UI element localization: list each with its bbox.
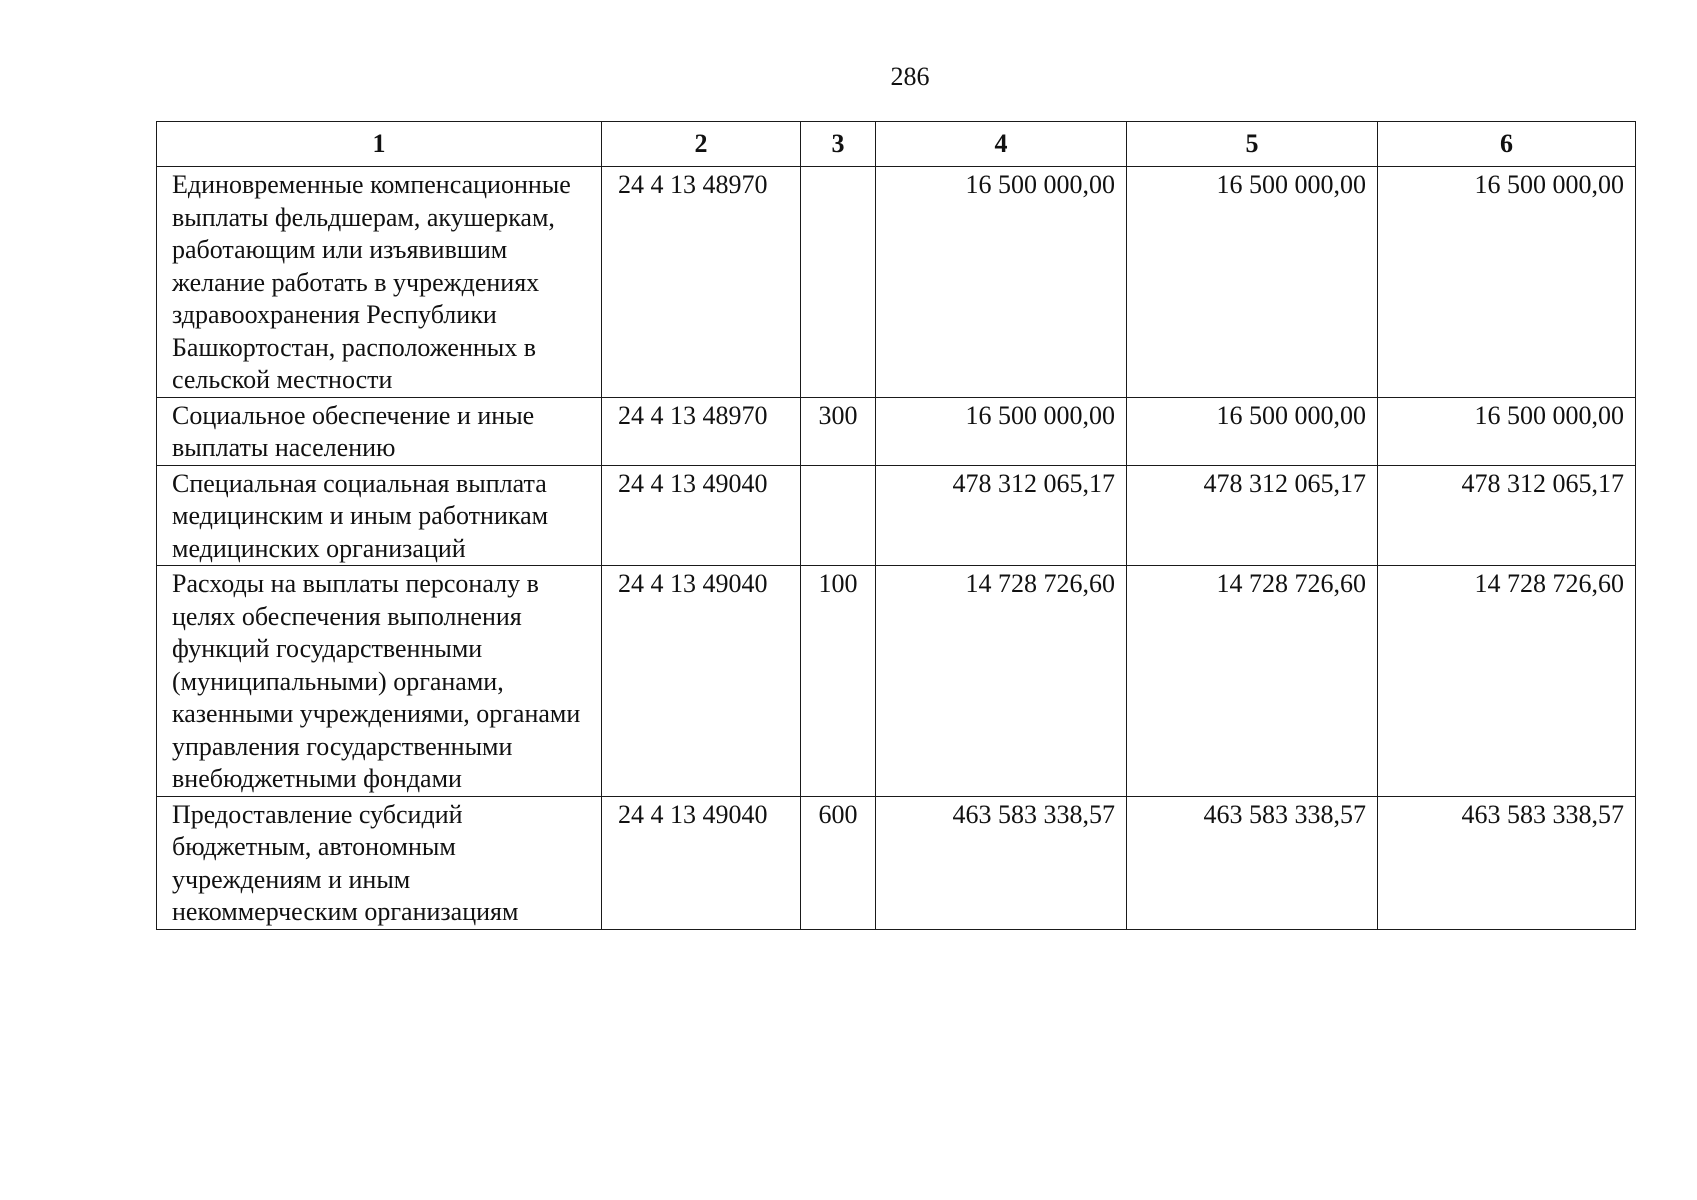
row-name: Расходы на выплаты персоналу в целях обеспечения выполнения функций государственными (муниципальными) органами, казенными учреждениями, органами управления государственными внебюджетными фондами xyxy=(157,566,602,797)
column-header-6: 6 xyxy=(1378,122,1636,167)
row-name: Социальное обеспечение и иные выплаты населению xyxy=(157,397,602,465)
row-amount-col5: 16 500 000,00 xyxy=(1127,397,1378,465)
row-target-code: 24 4 13 48970 xyxy=(602,167,801,398)
column-header-1: 1 xyxy=(157,122,602,167)
row-target-code: 24 4 13 48970 xyxy=(602,397,801,465)
table-row xyxy=(157,397,1636,465)
row-name: Специальная социальная выплата медицинским и иным работникам медицинских организаций xyxy=(157,465,602,566)
column-header-4: 4 xyxy=(876,122,1127,167)
row-amount-col4: 14 728 726,60 xyxy=(876,566,1127,797)
row-amount-col5: 478 312 065,17 xyxy=(1127,465,1378,566)
header-row xyxy=(157,122,1636,167)
row-amount-col4: 478 312 065,17 xyxy=(876,465,1127,566)
row-amount-col4: 16 500 000,00 xyxy=(876,397,1127,465)
row-amount-col6: 463 583 338,57 xyxy=(1378,796,1636,929)
table-row xyxy=(157,566,1636,797)
row-amount-col6: 478 312 065,17 xyxy=(1378,465,1636,566)
row-amount-col5: 16 500 000,00 xyxy=(1127,167,1378,398)
table-row xyxy=(157,796,1636,929)
row-expense-type: 300 xyxy=(801,397,876,465)
column-header-2: 2 xyxy=(602,122,801,167)
row-target-code: 24 4 13 49040 xyxy=(602,566,801,797)
budget-table xyxy=(156,121,1636,930)
row-name: Единовременные компенсационные выплаты фельдшерам, акушеркам, работающим или изъявившим желание работать в учреждениях здравоохранения Республики Башкортостан, расположенных в сельской местности xyxy=(157,167,602,398)
row-target-code: 24 4 13 49040 xyxy=(602,465,801,566)
row-amount-col4: 16 500 000,00 xyxy=(876,167,1127,398)
page-number: 286 xyxy=(890,62,930,91)
row-amount-col5: 14 728 726,60 xyxy=(1127,566,1378,797)
row-target-code: 24 4 13 49040 xyxy=(602,796,801,929)
column-header-3: 3 xyxy=(801,122,876,167)
row-amount-col6: 16 500 000,00 xyxy=(1378,397,1636,465)
row-expense-type: 100 xyxy=(801,566,876,797)
row-expense-type: 600 xyxy=(801,796,876,929)
row-expense-type xyxy=(801,167,876,398)
row-amount-col4: 463 583 338,57 xyxy=(876,796,1127,929)
row-amount-col5: 463 583 338,57 xyxy=(1127,796,1378,929)
row-name: Предоставление субсидий бюджетным, автономным учреждениям и иным некоммерческим организациям xyxy=(157,796,602,929)
table-row xyxy=(157,167,1636,398)
row-amount-col6: 14 728 726,60 xyxy=(1378,566,1636,797)
row-expense-type xyxy=(801,465,876,566)
row-amount-col6: 16 500 000,00 xyxy=(1378,167,1636,398)
column-header-5: 5 xyxy=(1127,122,1378,167)
table-row xyxy=(157,465,1636,566)
